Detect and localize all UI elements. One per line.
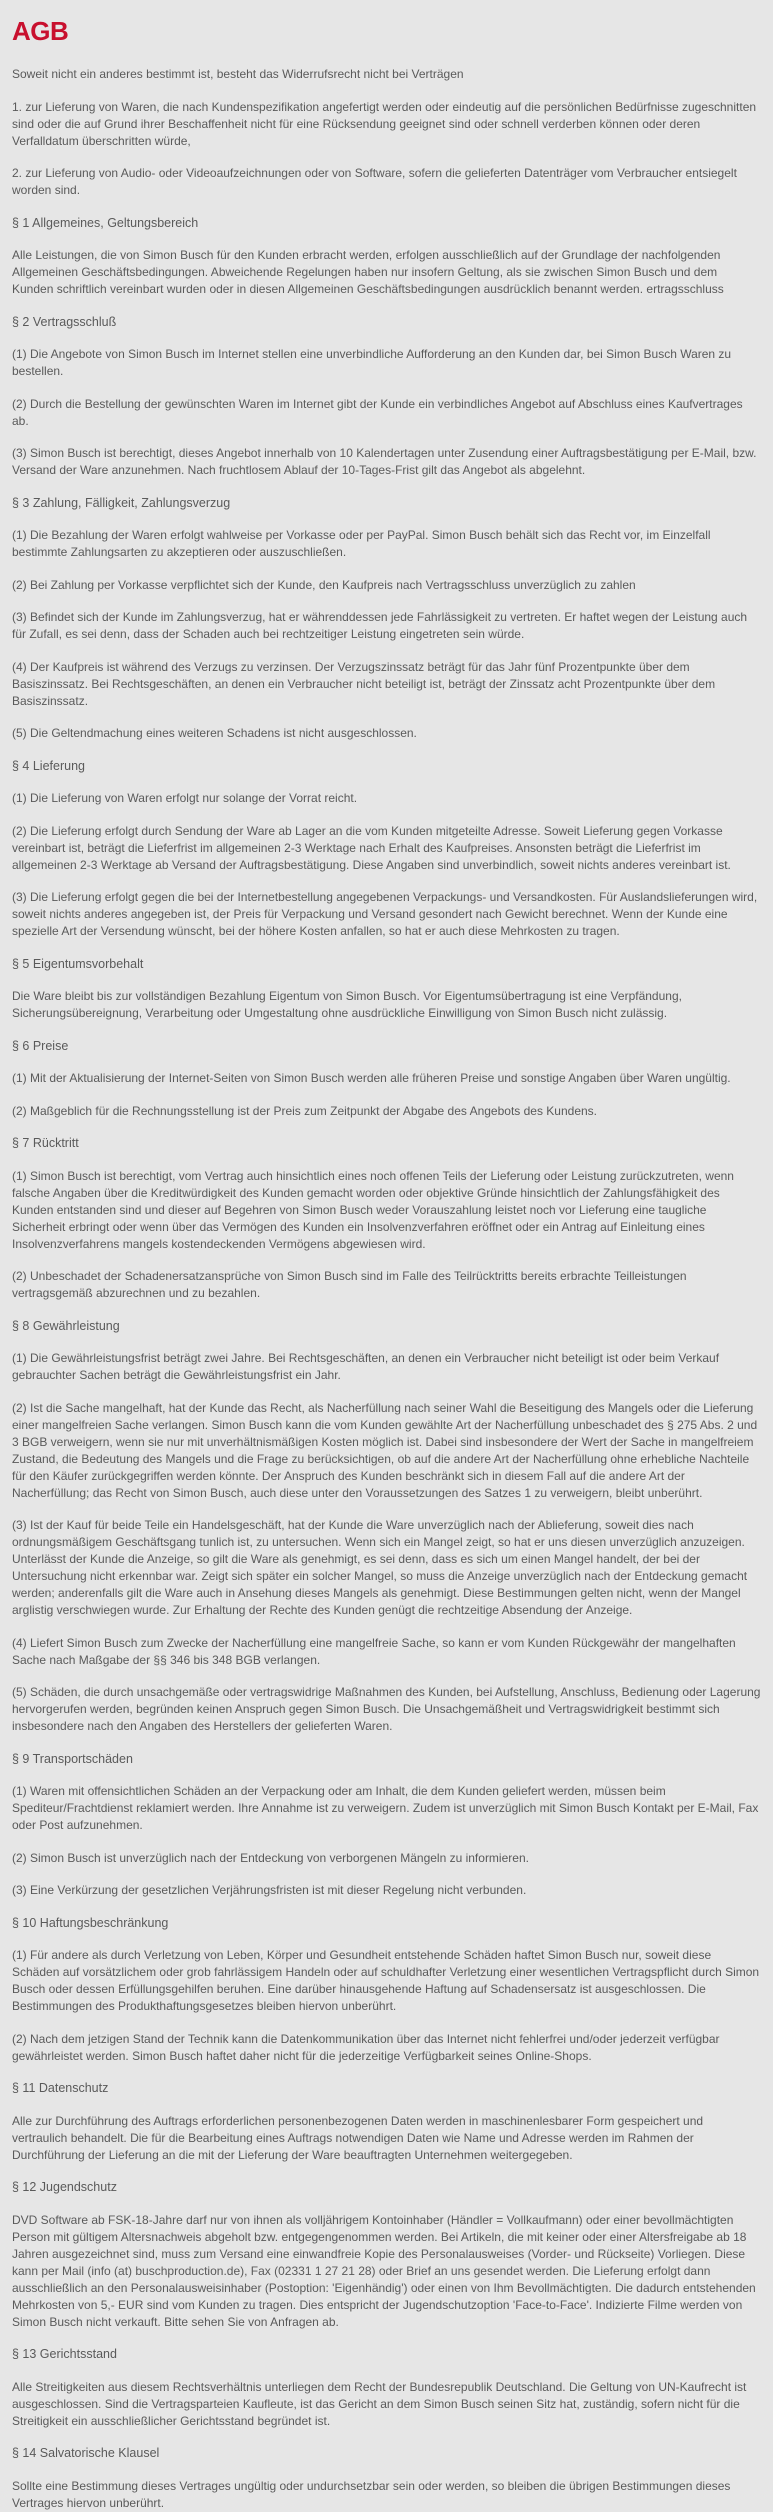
- paragraph: (1) Mit der Aktualisierung der Internet-Seiten von Simon Busch werden alle früheren Preise und sonstige Angaben über Waren ungültig.: [12, 1071, 731, 1085]
- paragraph: (2) Simon Busch ist unverzüglich nach der Entdeckung von verborgenen Mängeln zu informieren.: [12, 1850, 529, 1865]
- paragraph: (4) Liefert Simon Busch zum Zwecke der Nacherfüllung eine mangelfreie Sache, so kann er vom Kunden Rückgewähr der mangelhaften Sache nach Maßgabe der §§ 346 bis 348 BGB verlangen.: [12, 1635, 736, 1667]
- paragraph: (1) Die Lieferung von Waren erfolgt nur solange der Vorrat reicht.: [12, 791, 358, 805]
- section-heading: § 11 Datenschutz: [12, 2081, 109, 2095]
- paragraph: DVD Software ab FSK-18-Jahre darf nur von ihnen als volljährigem Kontoinhaber (Händler = Vollkaufmann) oder einer bevollmächtigten Person mit gültigem Altersnachweis abgeholt bzw. entgegengenommen werden. Bei Artikeln, die mit keiner oder einer Altersfreigabe ab 18 Jahren ausgezeichnet sind, muss zum Versand eine einwandfreie Kopie des Personalausweises (Vorder- und Rückseite) Vorliegen. Diese kann per Mail (info (at) buschproduction.de), Fax (02331 1 27 21 28) oder Brief an uns gesendet werden. Die Lieferung erfolgt dann ausschließlich an den Personalausweisinhaber (Postoption: 'Eigenhändig') oder einen von Ihm Bevollmächtigten. Die dadurch entstehenden Mehrkosten von 5,- EUR sind vom Kunden zu tragen. Dies entspricht der Jugendschutzoption 'Face-to-Face'. Indizierte Filme werden von Simon Busch nicht verkauft. Bitte sehen Sie von Anfragen ab.: [12, 2212, 756, 2329]
- paragraph: (2) Bei Zahlung per Vorkasse verpflichtet sich der Kunde, den Kaufpreis nach Vertragsschluss unverzüglich zu zahlen: [12, 577, 636, 592]
- paragraph: (5) Die Geltendmachung eines weiteren Schadens ist nicht ausgeschlossen.: [12, 726, 417, 740]
- paragraph: (3) Die Lieferung erfolgt gegen die bei der Internetbestellung angegebenen Verpackungs- und Versandkosten. Für Auslandslieferungen wird, soweit nichts anderes angegeben ist, der Preis für Verpackung und Versand gesondert nach Gewicht berechnet. Wenn der Kunde eine spezielle Art der Versendung wünscht, bei der höhere Kosten anfallen, so hat er auch diese Mehrkosten zu tragen.: [12, 890, 758, 938]
- paragraph: (1) Für andere als durch Verletzung von Leben, Körper und Gesundheit entstehende Schäden haftet Simon Busch nur, soweit diese Schäden auf vorsätzlichem oder grob fahrlässigem Handeln oder auf schuldhafter Verletzung einer wesentlichen Vertragspflicht durch Simon Busch oder dessen Erfüllungsgehilfen beruhen. Eine darüber hinausgehende Haftung auf Schadensersatz ist ausgeschlossen. Die Bestimmungen des Produkthaftungsgesetzes bleiben hiervon unberührt.: [12, 1948, 760, 2013]
- paragraph: (2) Maßgeblich für die Rechnungsstellung ist der Preis zum Zeitpunkt der Abgabe des Angebots des Kundens.: [12, 1103, 598, 1118]
- paragraph: (2) Die Lieferung erfolgt durch Sendung der Ware ab Lager an die vom Kunden mitgeteilte Adresse. Soweit Lieferung gegen Vorkasse vereinbart ist, beträgt die Lieferfrist im allgemeinen 2-3 Werktage nach Erhalt des Kaufpreises. Ansonsten beträgt die Lieferfrist im allgemeinen 2-3 Werktage ab Versand der Auftragsbestätigung. Diese Angaben sind unverbindlich, soweit nichts anderes vereinbart ist.: [12, 823, 731, 872]
- paragraph: (3) Befindet sich der Kunde im Zahlungsverzug, hat er währenddessen jede Fahrlässigkeit zu vertreten. Er haftet wegen der Leistung auch für Zufall, es sei denn, dass der Schaden auch bei rechtzeitiger Leistung eingetreten sein würde.: [12, 610, 748, 641]
- paragraph: Alle zur Durchführung des Auftrags erforderlichen personenbezogenen Daten werden in maschinenlesbarer Form gespeichert und vertraulich behandelt. Die für die Bearbeitung eines Auftrags notwendigen Daten wie Name und Adresse werden im Rahmen der Durchführung der Lieferung an die mit der Lieferung der Ware beauftragten Unternehmen weitergegeben.: [12, 2113, 704, 2162]
- paragraph: (1) Die Angebote von Simon Busch im Internet stellen eine unverbindliche Aufforderung an den Kunden dar, bei Simon Busch Waren zu bestellen.: [12, 347, 732, 378]
- paragraph: (3) Ist der Kauf für beide Teile ein Handelsgeschäft, hat der Kunde die Ware unverzüglich nach der Ablieferung, soweit dies nach ordnungsmäßigem Geschäftsgang tunlich ist, zu untersuchen. Wenn sich ein Mangel zeigt, so hat er uns diesen unverzüglich anzuzeigen. Unterlässt der Kunde die Anzeige, so gilt die Ware als genehmigt, es sei denn, dass es sich um einen Mangel handelt, der bei der Untersuchung nicht erkennbar war. Zeigt sich später ein solcher Mangel, so muss die Anzeige unverzüglich nach der Entdeckung gemacht werden; anderenfalls gilt die Ware auch in Ansehung dieses Mangels als genehmigt. Diese Bestimmungen gelten nicht, wenn der Mangel arglistig verschwiegen wurde. Zur Erhaltung der Rechte des Kunden genügt die rechtzeitige Absendung der Anzeige.: [12, 1518, 748, 1617]
- section-heading: § 1 Allgemeines, Geltungsbereich: [12, 215, 199, 230]
- section-heading: § 14 Salvatorische Klausel: [12, 2446, 160, 2460]
- paragraph: Alle Leistungen, die von Simon Busch für den Kunden erbracht werden, erfolgen ausschließlich auf der Grundlage der nachfolgenden Allgemeinen Geschäftsbedingungen. Abweichende Regelungen haben nur insofern Geltung, als sie zwischen Simon Busch und dem Kunden schriftlich vereinbart wurden oder in diesen Allgemeinen Geschäftsbedingungen ausdrücklich benannt werden. ertragsschluss: [12, 248, 724, 296]
- page-title: AGB: [12, 16, 69, 46]
- section-heading: § 12 Jugendschutz: [12, 2180, 117, 2194]
- paragraph: (2) Ist die Sache mangelhaft, hat der Kunde das Recht, als Nacherfüllung nach seiner Wahl die Beseitigung des Mangels oder die Lieferung einer mangelfreien Sache verlangen. Simon Busch kann die vom Kunden gewählte Art der Nacherfüllung unbeschadet des § 275 Abs. 2 und 3 BGB verweigern, wenn sie nur mit unverhältnismäßigen Kosten möglich ist. Dabei sind insbesondere der Wert der Sache in mangelfreiem Zustand, die Bedeutung des Mangels und die Frage zu berücksichtigen, ob auf die andere Art der Nacherfüllung ohne erhebliche Nachteile für den Käufer zurückgegriffen werden könnte. Der Anspruch des Kunden beschränkt sich in diesem Fall auf die andere Art der Nacherfüllung; das Recht von Simon Busch, auch diese unter den Voraussetzungen des Satzes 1 zu verweigern, bleibt unberührt.: [12, 1400, 758, 1500]
- paragraph: (1) Die Bezahlung der Waren erfolgt wahlweise per Vorkasse oder per PayPal. Simon Busch behält sich das Recht vor, im Einzelfall bestimmte Zahlungsarten zu akzeptieren oder auszuschließen.: [12, 528, 711, 559]
- section-heading: § 7 Rücktritt: [12, 1136, 79, 1150]
- paragraph: (3) Simon Busch ist berechtigt, dieses Angebot innerhalb von 10 Kalendertagen unter Zusendung einer Auftragsbestätigung per E-Mail, bzw. Versand der Ware anzunehmen. Nach fruchtlosem Ablauf der 10-Tages-Frist gilt das Angebot als abgelehnt.: [12, 446, 757, 477]
- section-heading: § 8 Gewährleistung: [12, 1318, 120, 1333]
- paragraph: 2. zur Lieferung von Audio- oder Videoaufzeichnungen oder von Software, sofern die gelieferten Datenträger vom Verbraucher entsiegelt worden sind.: [12, 166, 737, 197]
- paragraph: Alle Streitigkeiten aus diesem Rechtsverhältnis unterliegen dem Recht der Bundesrepublik Deutschland. Die Geltung von UN-Kaufrecht ist ausgeschlossen. Sind die Vertragsparteien Kaufleute, ist das Gericht an dem Simon Busch seinen Sitz hat, zuständig, sofern nicht für die Streitigkeit ein ausschließlicher Gerichtsstand begründet ist.: [12, 2379, 747, 2428]
- paragraph: Die Ware bleibt bis zur vollständigen Bezahlung Eigentum von Simon Busch. Vor Eigentumsübertragung ist eine Verpfändung, Sicherungsübereignung, Verarbeitung oder Umgestaltung ohne ausdrückliche Einwilligung von Simon Busch nicht zulässig.: [12, 989, 682, 1020]
- paragraph: (3) Eine Verkürzung der gesetzlichen Verjährungsfristen ist mit dieser Regelung nicht verbunden.: [12, 1883, 527, 1897]
- section-heading: § 13 Gerichtsstand: [12, 2347, 117, 2361]
- section-heading: § 9 Transportschäden: [12, 1751, 133, 1766]
- paragraph: (1) Die Gewährleistungsfrist beträgt zwei Jahre. Bei Rechtsgeschäften, an denen ein Verbraucher nicht beteiligt ist oder beim Verkauf gebrauchter Sachen beträgt die Gewährleistungsfrist ein Jahr.: [12, 1351, 720, 1382]
- section-heading: § 3 Zahlung, Fälligkeit, Zahlungsverzug: [12, 495, 231, 510]
- section-heading: § 4 Lieferung: [12, 758, 85, 773]
- paragraph: (2) Unbeschadet der Schadenersatzansprüche von Simon Busch sind im Falle des Teilrücktritts bereits erbrachte Teilleistungen vertragsgemäß abzurechnen und zu bezahlen.: [12, 1269, 687, 1300]
- section-heading: § 2 Vertragsschluß: [12, 314, 117, 329]
- agb-content: [12, 66, 761, 2512]
- paragraph: 1. zur Lieferung von Waren, die nach Kundenspezifikation angefertigt werden oder eindeutig auf die persönlichen Bedürfnisse zugeschnitten sind oder die auf Grund ihrer Beschaffenheit nicht für eine Rücksendung geeignet sind oder schnell verderben können oder deren Verfalldatum überschritten würde,: [12, 99, 757, 148]
- section-heading: § 6 Preise: [12, 1038, 69, 1053]
- paragraph: (5) Schäden, die durch unsachgemäße oder vertragswidrige Maßnahmen des Kunden, bei Aufstellung, Anschluss, Bedienung oder Lagerung hervorgerufen werden, begründen keinen Anspruch gegen Simon Busch. Die Unsachgemäßheit und Vertragswidrigkeit bestimmt sich insbesondere nach den Angaben des Herstellers der gelieferten Waren.: [12, 1685, 761, 1733]
- paragraph: Sollte eine Bestimmung dieses Vertrages ungültig oder undurchsetzbar sein oder werden, so bleiben die übrigen Bestimmungen dieses Vertrages hiervon unberührt.: [12, 2478, 731, 2510]
- paragraph: Soweit nicht ein anderes bestimmt ist, besteht das Widerrufsrecht nicht bei Verträgen: [12, 67, 464, 81]
- paragraph: (2) Nach dem jetzigen Stand der Technik kann die Datenkommunikation über das Internet nicht fehlerfrei und/oder jederzeit verfügbar gewährleistet werden. Simon Busch haftet daher nicht für die jederzeitige Verfügbarkeit seines Online-Shops.: [12, 2031, 720, 2063]
- section-heading: § 10 Haftungsbeschränkung: [12, 1915, 169, 1930]
- paragraph: (2) Durch die Bestellung der gewünschten Waren im Internet gibt der Kunde ein verbindliches Angebot auf Abschluss eines Kaufvertrages ab.: [12, 396, 743, 428]
- paragraph: (1) Simon Busch ist berechtigt, vom Vertrag auch hinsichtlich eines noch offenen Teils der Lieferung oder Leistung zurückzutreten, wenn falsche Angaben über die Kreditwürdigkeit des Kunden gemacht worden oder objektive Gründe hinsichtlich der Zahlungsfähigkeit des Kunden entstanden sind und dieser auf Begehren von Simon Busch weder Vorauszahlung leistet noch vor Lieferung eine taugliche Sicherheit erbringt oder wenn über das Vermögen des Kunden ein Insolvenzverfahren eröffnet oder ein Antrag auf Einleitung eines Insolvenzverfahrens mangels kostendeckenden Vermögens abgewiesen wird.: [12, 1168, 734, 1251]
- section-heading: § 5 Eigentumsvorbehalt: [12, 956, 144, 971]
- paragraph: (4) Der Kaufpreis ist während des Verzugs zu verzinsen. Der Verzugszinssatz beträgt für das Jahr fünf Prozentpunkte über dem Basiszinssatz. Bei Rechtsgeschäften, an denen ein Verbraucher nicht beteiligt ist, beträgt der Zinssatz acht Prozentpunkte über dem Basiszinssatz.: [12, 659, 716, 708]
- paragraph: (1) Waren mit offensichtlichen Schäden an der Verpackung oder am Inhalt, die dem Kunden geliefert werden, müssen beim Spediteur/Frachtdienst reklamiert werden. Ihre Annahme ist zu verweigern. Zudem ist unverzüglich mit Simon Busch Kontakt per E-Mail, Fax oder Post aufzunehmen.: [12, 1784, 759, 1832]
